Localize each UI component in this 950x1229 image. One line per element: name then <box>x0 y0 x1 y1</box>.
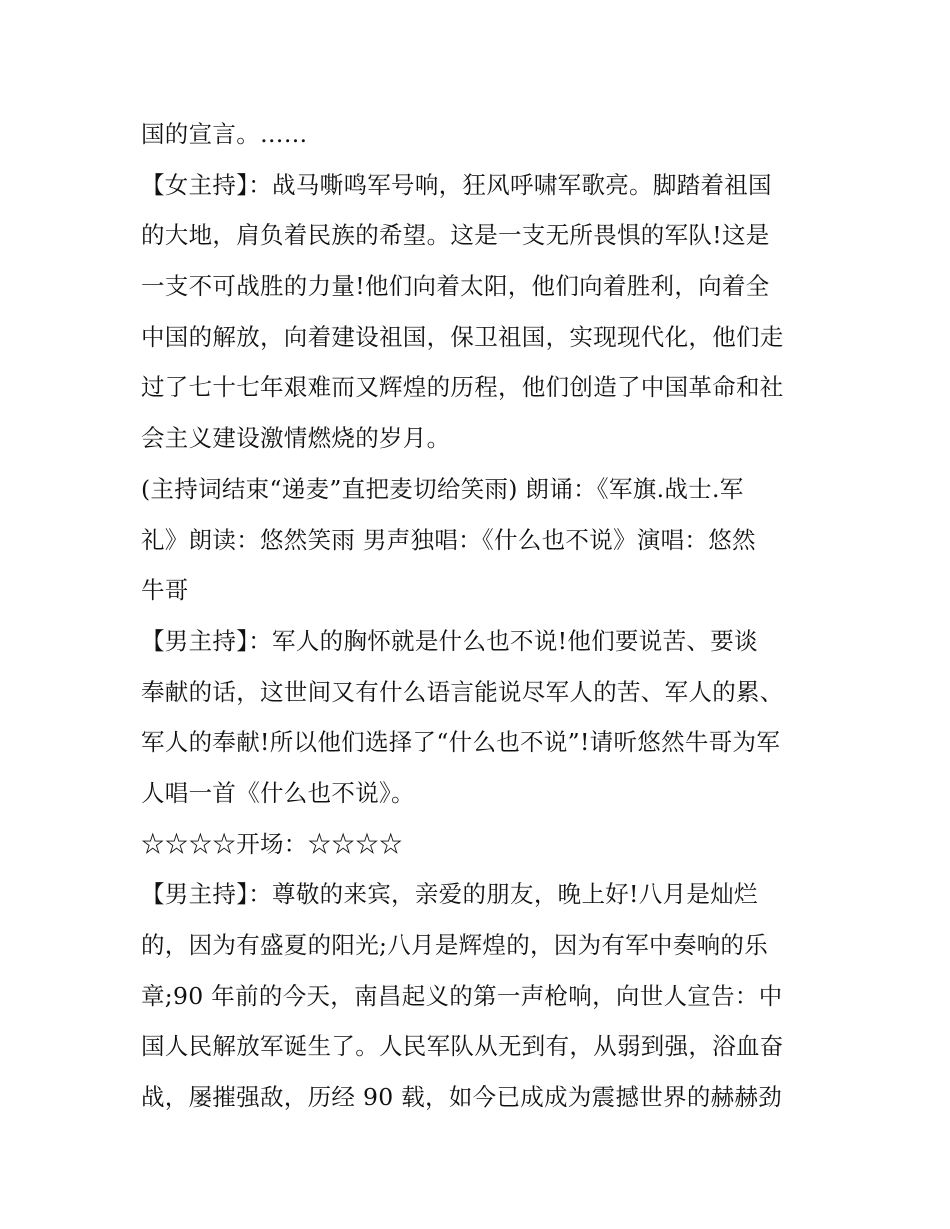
document-body <box>141 109 821 1123</box>
text-line: 国的宣言。…… <box>141 120 308 148</box>
text-line: 中国的解放，向着建设祖国，保卫祖国，实现现代化，他们走 <box>141 322 784 351</box>
text-line: 【女主持】：战马嘶鸣军号响，狂风呼啸军歌亮。脚踏着祖国 <box>141 170 772 199</box>
text-line: (主持词结束“递麦”直把麦切给笑雨) 朗诵：《军旗.战士.军 <box>141 474 744 503</box>
text-line: 战，屡摧强敌，历经 90 载，如今已成成为震撼世界的赫赫劲 <box>141 1083 783 1112</box>
text-line: 的，因为有盛夏的阳光;八月是辉煌的，因为有军中奏响的乐 <box>141 931 769 959</box>
text-line: 奉献的话，这世间又有什么语言能说尽军人的苦、军人的累、 <box>141 677 784 706</box>
text-line: 礼》朗读：悠然笑雨 男声独唱：《什么也不说》演唱：悠然 <box>141 525 756 554</box>
text-line: 军人的奉献!所以他们选择了“什么也不说”!请听悠然牛哥为军 <box>141 728 781 757</box>
text-line: 的大地，肩负着民族的希望。这是一支无所畏惧的军队!这是 <box>141 221 770 250</box>
text-line: 章;90 年前的今天，南昌起义的第一声枪响，向世人宣告：中 <box>141 981 783 1010</box>
text-line: 会主义建设激情燃烧的岁月。 <box>141 424 451 453</box>
text-line: 【男主持】：军人的胸怀就是什么也不说!他们要说苦、要谈 <box>141 626 758 655</box>
text-line: 一支不可战胜的力量!他们向着太阳，他们向着胜利，向着全 <box>141 272 770 301</box>
text-line: 国人民解放军诞生了。人民军队从无到有，从弱到强，浴血奋 <box>141 1032 784 1061</box>
text-line: ☆☆☆☆开场：☆☆☆☆ <box>141 829 403 858</box>
text-line: 牛哥 <box>141 576 189 605</box>
text-line: 人唱一首《什么也不说》。 <box>141 778 415 807</box>
text-line: 过了七十七年艰难而又辉煌的历程，他们创造了中国革命和社 <box>141 373 784 402</box>
text-line: 【男主持】：尊敬的来宾，亲爱的朋友，晚上好!八月是灿烂 <box>141 880 758 909</box>
